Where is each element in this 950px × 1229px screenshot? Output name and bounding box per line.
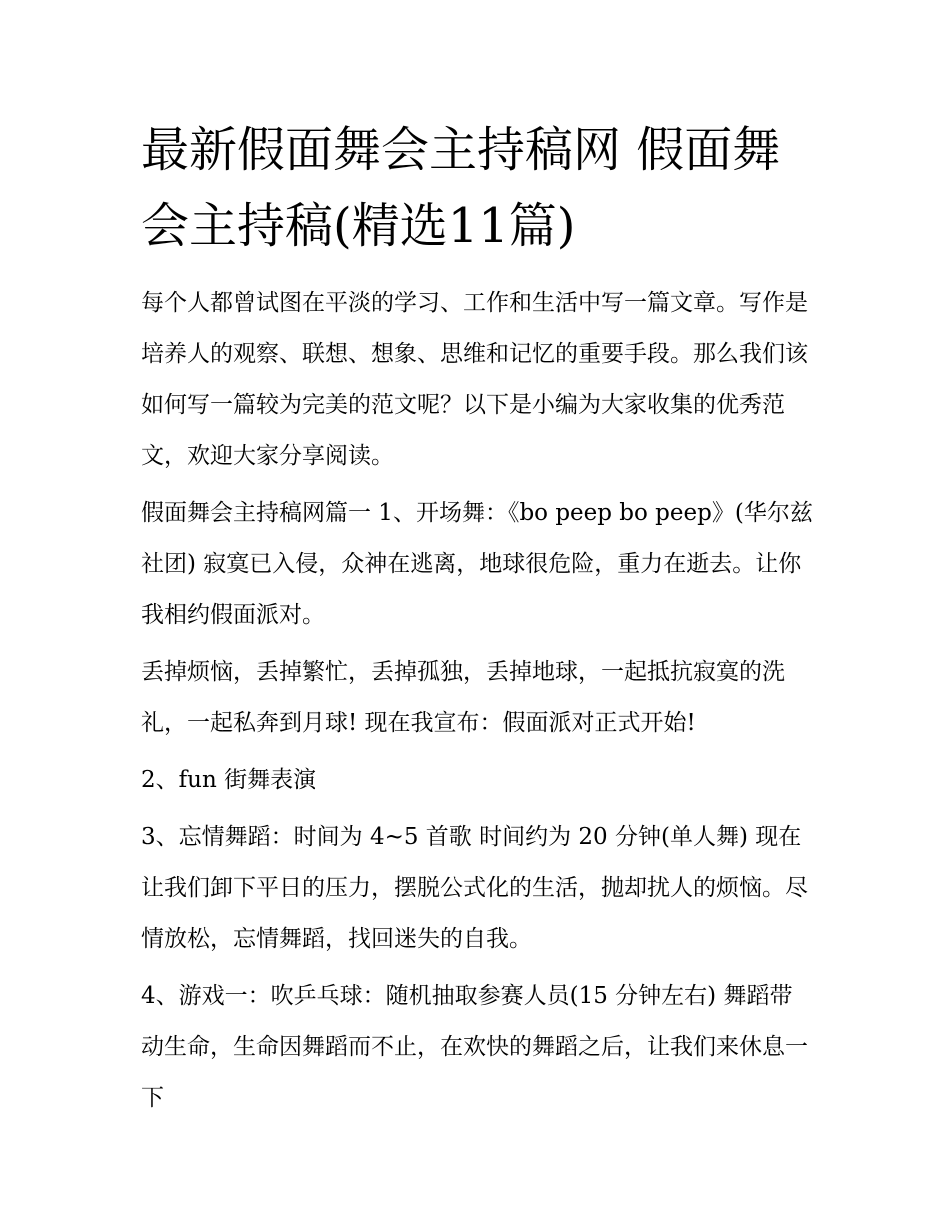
document-body xyxy=(141,112,813,1130)
announcement-paragraph: 丢掉烦恼，丢掉繁忙，丢掉孤独，丢掉地球，一起抵抗寂寞的洗礼，一起私奔到月球! 现在我宣布：假面派对正式开始! xyxy=(141,659,785,736)
item-3-paragraph: 3、忘情舞蹈：时间为 4~5 首歌 时间约为 20 分钟(单人舞) 现在让我们卸下平日的压力，摆脱公式化的生活，抛却扰人的烦恼。尽情放松，忘情舞蹈，找回迷失的自我。 xyxy=(141,824,808,952)
section-one-paragraph: 假面舞会主持稿网篇一 1、开场舞：《bo peep bo peep》(华尔兹社团) 寂寞已入侵，众神在逃离，地球很危险，重力在逝去。让你我相约假面派对。 xyxy=(141,500,813,628)
intro-paragraph: 每个人都曾试图在平淡的学习、工作和生活中写一篇文章。写作是培养人的观察、联想、想象、思维和记忆的重要手段。那么我们该如何写一篇较为完美的范文呢？以下是小编为大家收集的优秀范文，欢迎大家分享阅读。 xyxy=(141,290,808,469)
document-title: 最新假面舞会主持稿网 假面舞会主持稿(精选11篇) xyxy=(141,122,781,254)
item-4-paragraph: 4、游戏一：吹乒乓球：随机抽取参赛人员(15 分钟左右) 舞蹈带动生命，生命因舞蹈而不止，在欢快的舞蹈之后，让我们来休息一下 xyxy=(141,983,808,1111)
item-2-paragraph: 2、fun 街舞表演 xyxy=(141,767,317,793)
